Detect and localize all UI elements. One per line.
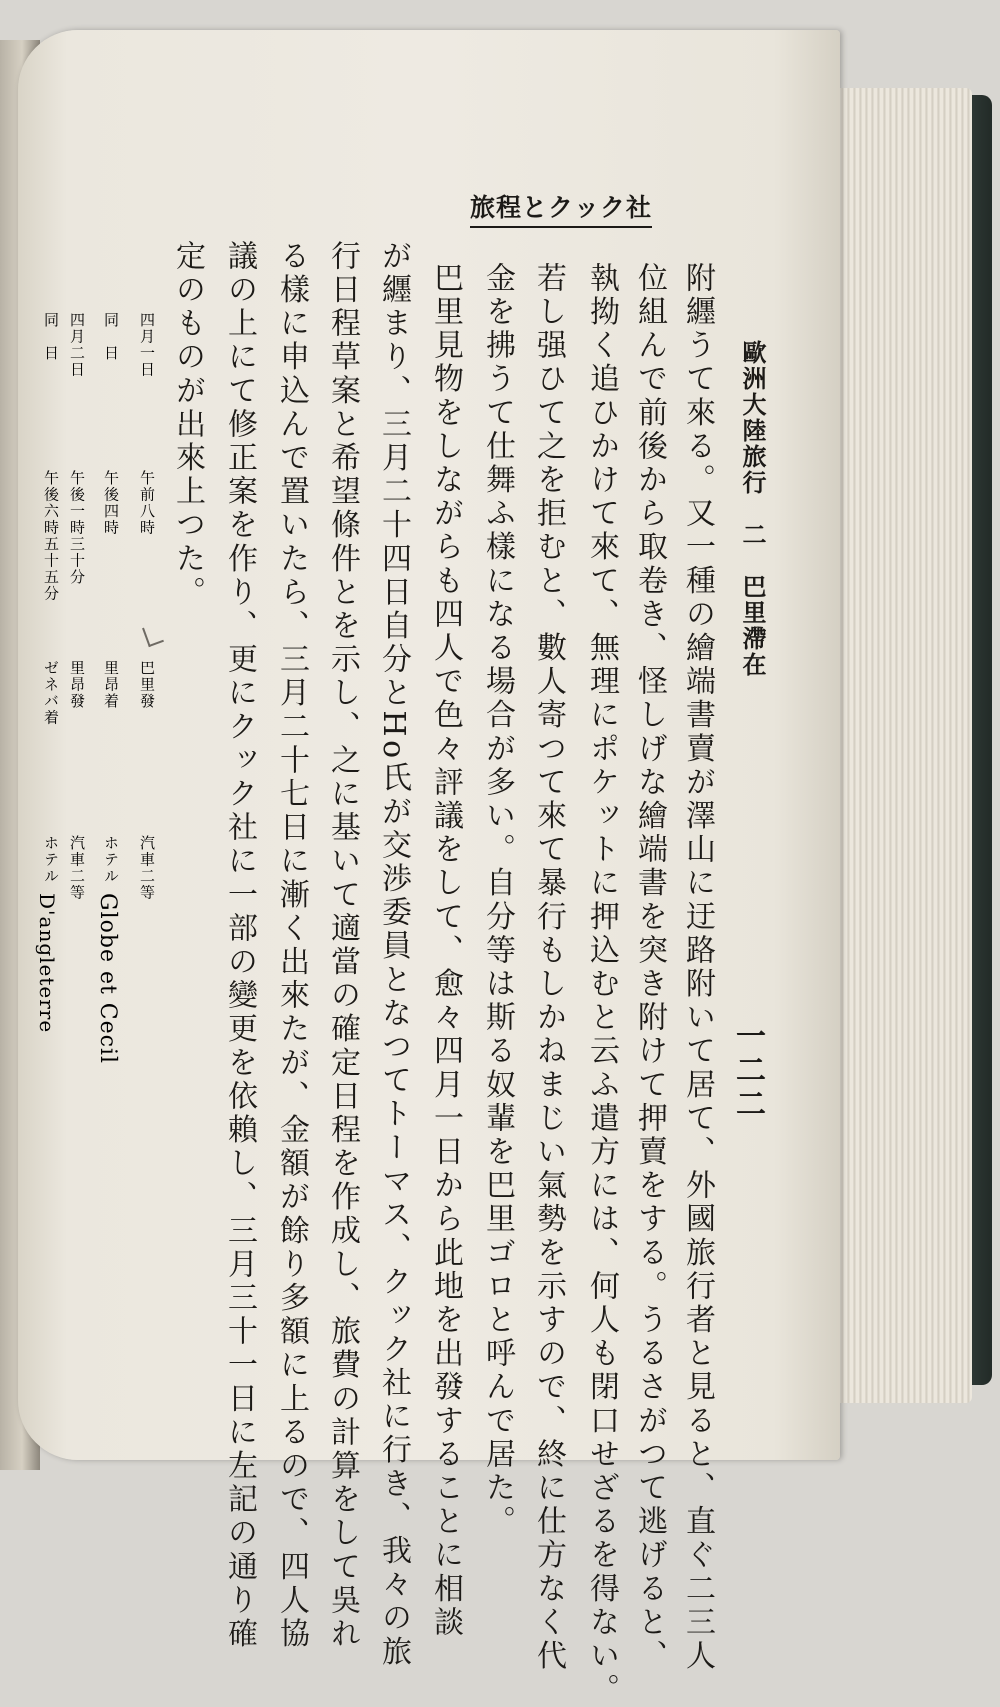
- body-line: る樣に申込んで置いたら、三月二十七日に漸く出來たが、金額が餘り多額に上るので、四人協: [274, 240, 309, 1652]
- section-heading: 旅程とクック社: [470, 188, 652, 228]
- schedule-transport: 汽車二等: [138, 835, 156, 901]
- body-line: 金を拂うて仕舞ふ樣になる場合が多い。自分等は斯る奴輩を巴里ゴロと呼んで居た。: [480, 262, 515, 1539]
- schedule-transport: ホテル: [102, 835, 120, 885]
- page-edges: [832, 88, 972, 1403]
- schedule-transport: ホテル: [42, 835, 60, 885]
- page-number: 一二二: [730, 1020, 765, 1122]
- schedule-transport: 汽車二等: [68, 835, 86, 901]
- body-line: 行日程草案と希望條件とを示し、之に基いて適當の確定日程を作成し、旅費の計算をして吳れ: [325, 240, 360, 1652]
- schedule-time: 午後六時五十五分: [42, 470, 60, 602]
- schedule-time: 午後一時三十分: [68, 470, 86, 586]
- body-line: が纒まり、三月二十四日自分とHo氏が交渉委員となつてトーマス、クック社に行き、我々の旅: [376, 240, 411, 1670]
- schedule-event: 巴里發: [138, 660, 156, 710]
- schedule-hotel: Globe et Cecil: [95, 893, 120, 1065]
- body-line: 議の上にて修正案を作り、更にクック社に一部の變更を依賴し、三月三十一日に左記の通り確: [222, 240, 257, 1652]
- schedule-event: 里昂着: [102, 660, 120, 710]
- schedule-event: ゼネバ着: [42, 660, 60, 726]
- schedule-time: 午前八時: [138, 470, 156, 536]
- body-line: 位組んで前後から取卷き、怪しげな繪端書を突き附けて押賣をする。うるさがつて逃げると、: [632, 262, 667, 1674]
- body-line: 若し强ひて之を拒むと、數人寄つて來て暴行もしかねまじい氣勢を示すので、終に仕方なく代: [531, 262, 566, 1674]
- schedule-date: 同 日: [102, 312, 120, 362]
- body-line: 附纒うて來る。又一種の繪端書賣が澤山に迂路附いて居て、外國旅行者と見ると、直ぐ二三人: [680, 262, 715, 1674]
- schedule-event: 里昂發: [68, 660, 86, 710]
- body-line: 執拗く追ひかけて來て、無理にポケットに押込むと云ふ遣方には、何人も閉口せざるを得ない。: [584, 262, 619, 1707]
- running-header: 歐洲大陸旅行 二 巴里滯在: [738, 340, 767, 678]
- body-line: 巴里見物をしながらも四人で色々評議をして、愈々四月一日から此地を出發することに相談: [428, 262, 463, 1640]
- schedule-hotel: D'angleterre: [35, 893, 59, 1034]
- body-line: 定のものが出來上つた。: [170, 240, 205, 610]
- schedule-date: 同 日: [42, 312, 60, 362]
- schedule-time: 午後四時: [102, 470, 120, 536]
- schedule-date: 四月二日: [68, 312, 86, 378]
- schedule-date: 四月一日: [138, 312, 156, 378]
